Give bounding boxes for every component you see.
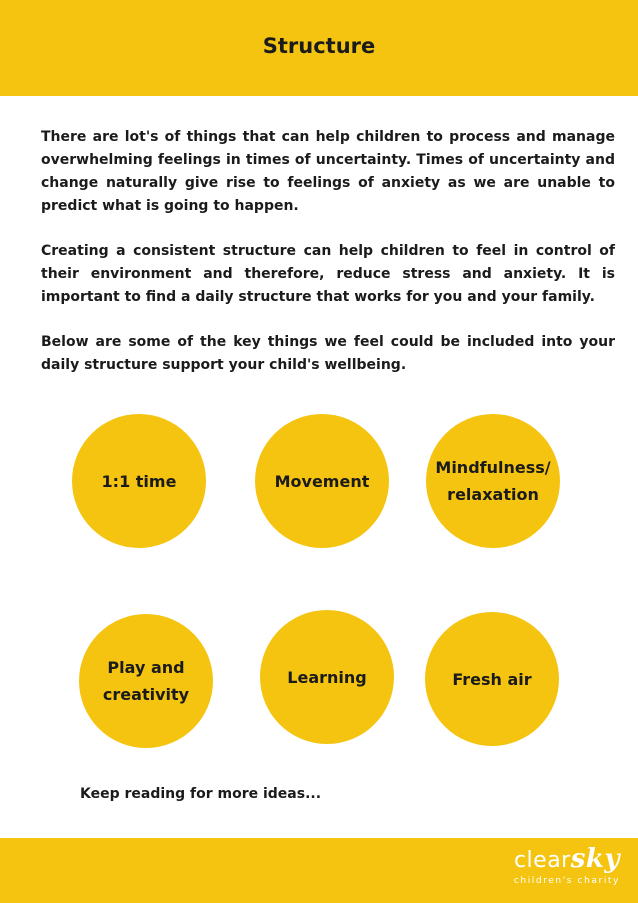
logo-brand-a: clear bbox=[513, 848, 571, 873]
intro-paragraph-3: Below are some of the key things we feel could be included into your daily structure support your child's wellbeing. bbox=[41, 334, 615, 373]
circle-label: Play and creativity bbox=[102, 658, 190, 704]
circle-play-creativity bbox=[79, 614, 213, 748]
circle-label: Movement bbox=[274, 471, 370, 491]
logo-brand bbox=[500, 846, 620, 874]
circle-label: 1:1 time bbox=[101, 471, 177, 491]
circle-movement bbox=[255, 414, 389, 548]
circle-label: Learning bbox=[287, 667, 367, 687]
footer-band bbox=[0, 838, 638, 903]
circle-fresh-air bbox=[425, 612, 559, 746]
circle-learning bbox=[260, 610, 394, 744]
circle-label: Fresh air bbox=[452, 669, 532, 689]
intro-text bbox=[41, 126, 615, 399]
intro-paragraph-2: Creating a consistent structure can help children to feel in control of their environment and therefore, reduce stress and anxiety. It is important to find a daily structure that works for you and your family. bbox=[41, 243, 615, 305]
circle-one-to-one-time bbox=[72, 414, 206, 548]
footer-note: Keep reading for more ideas... bbox=[80, 786, 322, 802]
intro-paragraph-1: There are lot's of things that can help children to process and manage overwhelming feelings in times of uncertainty. Times of uncertainty and change naturally give rise to feelings of anxiety as we are unable to predict what is going to happen. bbox=[41, 129, 615, 214]
logo-brand-b: sky bbox=[570, 844, 620, 874]
page-title: Structure bbox=[262, 34, 376, 58]
circle-label: Mindfulness/ relaxation bbox=[435, 458, 551, 504]
header-band bbox=[0, 0, 638, 96]
circle-mindfulness bbox=[426, 414, 560, 548]
logo-tagline: children's charity bbox=[513, 876, 620, 886]
clearsky-logo bbox=[500, 846, 620, 896]
